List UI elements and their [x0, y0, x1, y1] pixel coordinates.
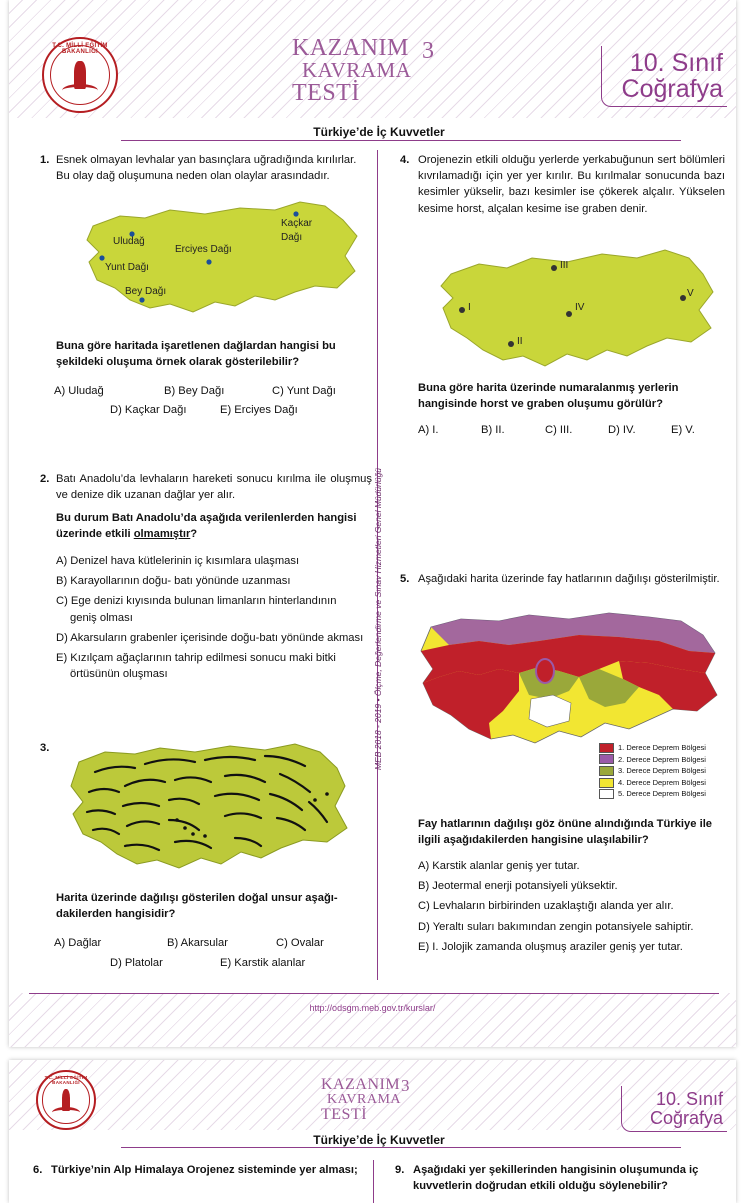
test-number: 3: [401, 1076, 410, 1095]
title-line2: KAVRAMA: [327, 1092, 402, 1107]
q4-prompt: Buna göre harita üzerinde numaralanmış yerlerin hangisinde horst ve graben oluşumu görülür?: [418, 382, 679, 411]
q1-prompt: Buna göre haritada işaretlenen dağlardan hangisi bu şekildeki oluşuma örnek olarak gösterilebilir?: [56, 340, 336, 369]
test-page-1: [9, 0, 736, 1047]
topic-underline: [121, 140, 681, 141]
map-label-ii: II: [517, 336, 523, 347]
question-text: Batı Anadolu’da levhaların hareketi sonucu kırılma ile oluşmuş ve denize dik uzanan dağlar yer alır.: [56, 473, 372, 502]
q3-option-c[interactable]: C) Ovalar: [276, 937, 324, 949]
q4-option-c[interactable]: C) III.: [545, 424, 573, 436]
question-5: [400, 571, 725, 587]
question-text: Aşağıdaki harita üzerinde fay hatlarının dağılışı gösterilmiştir.: [418, 573, 720, 585]
q5-option-c[interactable]: C) Levhaların birbirinden uzaklaştığı alanda yer alır.: [418, 900, 674, 913]
question-text: Türkiye’nin Alp Himalaya Orojenez sisteminde yer alması;: [51, 1164, 358, 1176]
q1-option-a[interactable]: A) Uludağ: [54, 385, 104, 397]
q2-prompt-underlined: olmamıştır: [133, 528, 191, 541]
q1-option-b[interactable]: B) Bey Dağı: [164, 385, 225, 397]
q4-turkey-map: [437, 246, 715, 374]
question-number: 5.: [400, 573, 410, 585]
footer-background: [9, 993, 736, 1047]
question-4: [400, 152, 725, 217]
title-line2: KAVRAMA: [302, 58, 412, 82]
column-divider: [373, 1160, 374, 1203]
grade-subject-box: [629, 1090, 723, 1128]
question-number: 2.: [40, 473, 50, 485]
q1-option-c[interactable]: C) Yunt Dağı: [272, 385, 336, 397]
legend-item-4: 4. Derece Deprem Bölgesi: [599, 777, 706, 789]
q5-map-legend: [599, 742, 706, 800]
q1-option-e[interactable]: E) Erciyes Dağı: [220, 404, 298, 416]
question-text: Aşağıdaki yer şekillerinden hangisinin oluşumunda iç kuvvetlerin doğrudan etkili olduğu söylenebilir?: [413, 1164, 699, 1193]
q3-option-b[interactable]: B) Akarsular: [167, 937, 228, 949]
legend-item-1: 1. Derece Deprem Bölgesi: [599, 742, 706, 754]
topic-title: Türkiye’de İç Kuvvetler: [313, 125, 445, 139]
map-label-bey: Bey Dağı: [125, 286, 167, 297]
q5-options: [418, 858, 728, 955]
meb-logo: [36, 1070, 96, 1130]
map-label-iv: IV: [575, 302, 585, 313]
q4-option-e[interactable]: E) V.: [671, 424, 695, 436]
q5-option-d[interactable]: D) Yeraltı suları bakımından zengin potansiyele sahiptir.: [418, 920, 694, 933]
q5-option-b[interactable]: B) Jeotermal enerji potansiyeli yüksektir.: [418, 880, 618, 893]
map-label-yunt: Yunt Dağı: [105, 262, 149, 273]
grade-label: 10. Sınıf: [629, 49, 723, 77]
q2-prompt: [56, 510, 372, 542]
subject-label: Coğrafya: [649, 1107, 723, 1128]
title-line1: KAZANIM: [292, 35, 409, 61]
map-label-i: I: [468, 302, 471, 313]
q5-prompt: Fay hatlarının dağılışı göz önüne alındığında Türkiye ile ilgili aşağıdakilerden hangisine ulaşılabilir?: [418, 818, 713, 847]
q3-option-a[interactable]: A) Dağlar: [54, 937, 102, 949]
q5-option-a[interactable]: A) Karstik alanlar geniş yer tutar.: [418, 860, 580, 872]
test-title: [321, 1077, 401, 1123]
q2-prompt-post: ?: [190, 528, 198, 541]
q3-option-d[interactable]: D) Platolar: [110, 957, 163, 969]
test-title: [292, 36, 411, 105]
question-3: [40, 740, 49, 756]
title-line1: KAZANIM: [321, 1076, 401, 1093]
footer-line: [29, 993, 719, 994]
q3-option-e[interactable]: E) Karstik alanlar: [220, 957, 306, 969]
title-line3: TESTİ: [321, 1106, 368, 1123]
q4-option-a[interactable]: A) I.: [418, 424, 439, 436]
q2-option-b[interactable]: B) Karayollarının doğu- batı yönünde uzanması: [56, 575, 291, 588]
sidebar-text: MEB 2018 - 2019 • Ölçme, Değerlendirme ve Sınav Hizmetleri Genel Müdürlüğü: [373, 467, 383, 770]
q2-option-a[interactable]: A) Denizel hava kütlelerinin iç kısımlara ulaşması: [56, 555, 300, 567]
question-number: 3.: [40, 742, 50, 754]
test-number: 3: [422, 38, 434, 64]
q2-options: [56, 553, 366, 683]
logo-text: T.C. MİLLİ EĞİTİM BAKANLIĞI: [44, 1075, 88, 1086]
q5-option-e[interactable]: E) I. Jolojik zamanda oluşmuş araziler geniş yer tutar.: [418, 940, 683, 953]
question-number: 1.: [40, 154, 50, 166]
logo-text: T.C. MİLLİ EĞİTİM BAKANLIĞI: [52, 43, 108, 56]
q2-prompt-pre: Bu durum Batı Anadolu’da aşağıda verilenlerden hangisi üzerinde etkili: [56, 512, 357, 541]
subject-label: Coğrafya: [621, 75, 723, 104]
legend-item-3: 3. Derece Deprem Bölgesi: [599, 765, 706, 777]
q2-option-c[interactable]: C) Ege denizi kıyısında bulunan limanların hinterlandının geniş olması: [56, 595, 337, 624]
title-line3: TESTİ: [292, 80, 360, 106]
map-label-iii: III: [560, 260, 569, 271]
q1-turkey-map: [75, 196, 365, 326]
topic-title: Türkiye’de İç Kuvvetler: [313, 1133, 445, 1147]
q1-option-d[interactable]: D) Kaçkar Dağı: [110, 404, 187, 416]
q4-option-b[interactable]: B) II.: [481, 424, 505, 436]
question-text: Orojenezin etkili olduğu yerlerde yerkabuğunun sert bölümleri kıvrılamadığı için yer yer kırılır. Bu kırılmalar sonucunda bazı kesimler yükselir, bazı kesimler ise çökerek alçalır. Yükselen kesime horst, alçalan kesime ise graben denir.: [418, 154, 725, 215]
q3-prompt: Harita üzerinde dağılışı gösterilen doğal unsur aşağıdakilerden hangisidir?: [56, 892, 338, 921]
question-6: [33, 1162, 363, 1178]
question-2: [40, 471, 372, 503]
question-number: 4.: [400, 154, 410, 166]
question-text: Esnek olmayan levhalar yan basınçlara uğradığında kırılırlar. Bu olay dağ oluşumuna neden olan olaylar arasındadır.: [56, 154, 357, 183]
map-label-kackar: Kaçkar: [281, 218, 313, 229]
map-label-kackar-2: Dağı: [281, 232, 303, 243]
topic-underline: [121, 1147, 681, 1148]
footer-url[interactable]: http://odsgm.meb.gov.tr/kurslar/: [309, 1003, 436, 1013]
meb-logo: [42, 37, 118, 113]
map-label-erciyes: Erciyes Dağı: [175, 244, 232, 255]
q4-option-d[interactable]: D) IV.: [608, 424, 636, 436]
question-number: 9.: [395, 1164, 405, 1176]
question-9: [395, 1162, 721, 1194]
question-number: 6.: [33, 1164, 43, 1176]
grade-subject-box: [609, 50, 723, 103]
q2-option-d[interactable]: D) Akarsuların grabenler içerisinde doğu-batı yönünde akması: [56, 631, 364, 644]
map-label-v: V: [687, 288, 694, 299]
grade-label: 10. Sınıf: [655, 1089, 723, 1109]
test-page-2: [9, 1060, 736, 1203]
legend-item-5: 5. Derece Deprem Bölgesi: [599, 788, 706, 800]
map-label-uludag: Uludağ: [113, 236, 145, 247]
q3-turkey-map: [65, 742, 355, 874]
question-1: [40, 152, 372, 184]
q2-option-e[interactable]: E) Kızılçam ağaçlarının tahrip edilmesi sonucu maki bitki örtüsünün oluşması: [56, 652, 336, 681]
legend-item-2: 2. Derece Deprem Bölgesi: [599, 754, 706, 766]
